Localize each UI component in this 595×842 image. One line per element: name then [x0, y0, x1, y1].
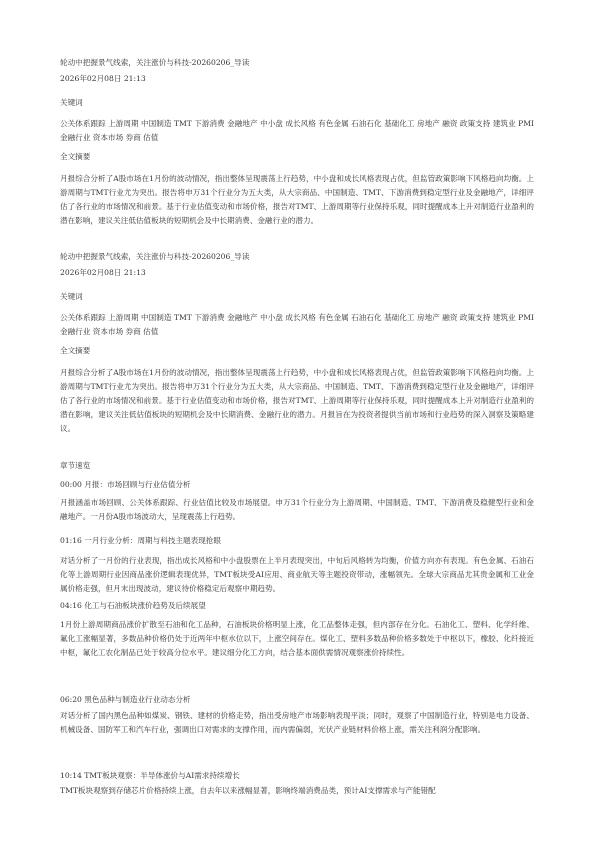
text-line-8: 关键词 [60, 292, 83, 301]
text-line-17: 04:16 化工与石油板块涨价趋势及后续展望 [60, 601, 206, 610]
text-paragraph-5: 月报综合分析了A股市场在1月份的波动情况，指出整体呈现震荡上行趋势，中小盘和成长风格表现占优，但监管政策影响下风格趋向均衡。上游周期与TMT行业尤为突出。报告将申万31个行业分为五大类，从大宗商品、中国制造、TMT、下游消费到稳定型行业及金融地产，详细评估了各行业的市场情况和前景。基于行业估值变动和市场价格，报告对TMT、上游周期等行业保持乐观，同时提醒成本上升对制造行业盈利的潜在影响，建议关注低估值板块的短期机会及中长期消费、金融行业的潜力。 [60, 174, 534, 225]
text-line-13: 00:00 月报：市场回顾与行业估值分析 [60, 480, 191, 489]
text-paragraph-3: 公关体系跟踪 上游周期 中国制造 TMT 下游消费 金融地产 中小盘 成长风格 有色金属 石油石化 基础化工 房地产 融资 政策支持 建筑业 PMI 金融行业 资本市场 券商 估值 [60, 119, 534, 142]
text-line-19: 06:20 黑色品种与制造业行业动态分析 [60, 695, 191, 704]
text-line-21: 10:14 TMT板块观察：半导体涨价与AI需求持续增长 [60, 771, 240, 780]
text-line-6: 轮动中把握景气线索，关注涨价与科技-20260206_导读 [60, 252, 250, 261]
text-line-2: 关键词 [60, 98, 83, 107]
text-paragraph-20: 对话分析了国内黑色品种如煤炭、钢铁、建材的价格走势，指出受房地产市场影响表现平淡；同时，观察了中国制造行业，特别是电力设备、机械设备、国防军工和汽车行业，强调出口对需求的支撑作用，而内需偏弱，光伏产业链材料价格上涨，需关注利润分配影响。 [60, 711, 534, 734]
text-line-12: 章节速览 [60, 461, 91, 470]
text-paragraph-18: 1月份上游周期商品涨价扩散至石油和化工品种，石油板块价格明显上涨，化工品整体走强，但内部存在分化。石油化工、塑料、化学纤维、氟化工涨幅显著，多数品种价格仍处于近两年中枢水位以下，上涨空间存在。煤化工、塑料多数品种价格多数处于中枢以下，橡胶、化纤接近中枢，氟化工农化制品已处于较高分位水平。建议细分化工方向，结合基本面供需情况观察涨价持续性。 [60, 620, 534, 657]
text-line-10: 全文摘要 [60, 346, 91, 355]
text-paragraph-11: 月报综合分析了A股市场在1月份的波动情况，指出整体呈现震荡上行趋势，中小盘和成长风格表现占优，但监管政策影响下风格趋向均衡。上游周期与TMT行业尤为突出。报告将申万31个行业分为五大类，从大宗商品、中国制造、TMT、下游消费到稳定型行业及金融地产，详细评估了各行业的市场情况和前景。基于行业估值变动和市场价格，报告对TMT、上游周期等行业保持乐观，同时提醒成本上升对制造行业盈利的潜在影响，建议关注低估值板块的短期机会及中长期消费、金融行业的潜力。月报旨在为投资者提供当前市场和行业趋势的深入洞察及策略建议。 [60, 368, 534, 433]
text-line-4: 全文摘要 [60, 152, 91, 161]
text-line-15: 01:16 一月行业分析：周期与科技主题表现抢眼 [60, 536, 221, 545]
text-paragraph-16: 对话分析了一月份的行业表现，指出成长风格和中小盘股票在上半月表现突出，中旬后风格转为均衡，价值方向亦有表现。有色金属、石油石化等上游周期行业因商品涨价逻辑表现优异，TMT板块受AI应用、商业航天等主题投资带动，涨幅领先。全球大宗商品尤其贵金属和工业金属价格走强，但月末出现波动，建议待价格稳定后观察中期趋势。 [60, 556, 534, 593]
text-paragraph-14: 月报涵盖市场回顾、公关体系跟踪、行业估值比较及市场展望。申万31个行业分为上游周期、中国制造、TMT、下游消费及稳健型行业和金融地产。一月份A股市场波动大，呈现震荡上行趋势。 [60, 498, 534, 521]
text-paragraph-9: 公关体系跟踪 上游周期 中国制造 TMT 下游消费 金融地产 中小盘 成长风格 有色金属 石油石化 基础化工 房地产 融资 政策支持 建筑业 PMI 金融行业 资本市场 券商 估值 [60, 313, 534, 336]
text-paragraph-22: TMT板块观察到存储芯片价格持续上涨，自去年以来涨幅显著，影响终端消费品类，预计AI支撑需求与产能错配 [60, 786, 436, 795]
text-line-1: 2026年02月08日 21:13 [60, 74, 146, 83]
text-line-7: 2026年02月08日 21:13 [60, 268, 146, 277]
text-line-0: 轮动中把握景气线索，关注涨价与科技-20260206_导读 [60, 58, 250, 67]
